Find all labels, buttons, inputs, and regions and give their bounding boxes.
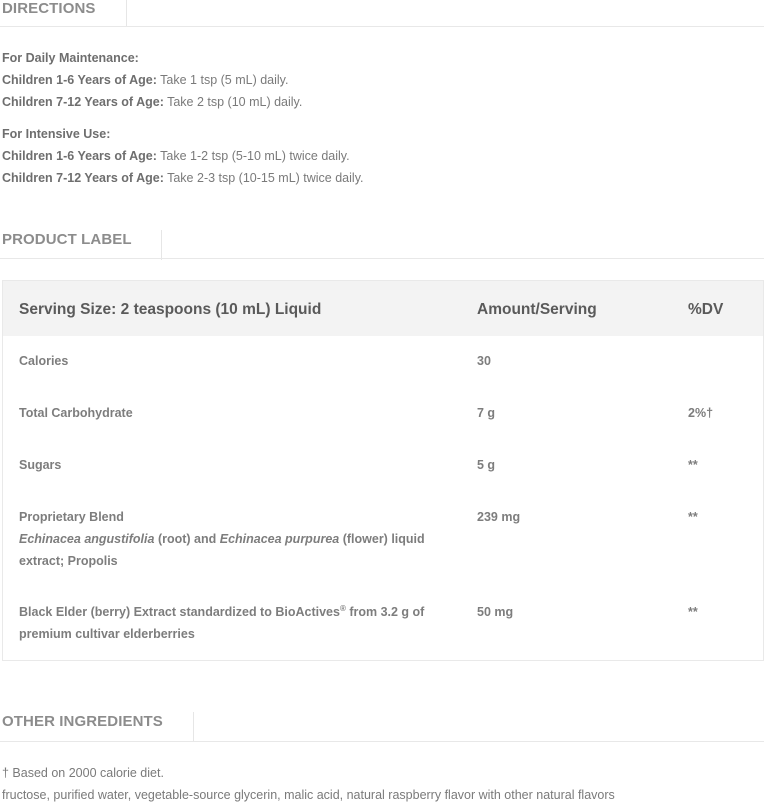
nutrient-amount: 50 mg xyxy=(477,605,514,619)
product-label-divider xyxy=(0,258,764,259)
other-ingredients-header xyxy=(0,712,768,744)
serving-size-header: Serving Size: 2 teaspoons (10 mL) Liquid xyxy=(19,301,322,318)
nutrient-amount: 239 mg xyxy=(477,510,521,524)
table-header-row xyxy=(3,281,763,336)
product-label-separator xyxy=(161,230,162,260)
nutrient-name: Calories xyxy=(19,354,69,368)
supplement-facts-table xyxy=(2,280,764,661)
nutrient-dv: ** xyxy=(688,458,698,472)
nutrient-name xyxy=(19,506,459,572)
dv-header: %DV xyxy=(688,301,724,318)
other-ingredients-divider xyxy=(0,741,764,742)
directions-separator xyxy=(126,0,127,26)
nutrient-dv: ** xyxy=(688,510,698,524)
directions-header xyxy=(0,0,768,30)
nutrient-amount: 5 g xyxy=(477,458,496,472)
directions-title: DIRECTIONS xyxy=(2,0,96,17)
ingredients-list: fructose, purified water, vegetable-source glycerin, malic acid, natural raspberry flavor with other natural flavors xyxy=(2,788,615,802)
nutrient-name: Sugars xyxy=(19,458,62,472)
daily-line-2: Children 7-12 Years of Age: Take 2 tsp (10 mL) daily. xyxy=(2,95,303,109)
blend-detail: Echinacea angustifolia (root) and Echinacea purpurea (flower) liquid extract; Propolis xyxy=(19,532,425,568)
nutrient-amount: 30 xyxy=(477,354,491,368)
nutrient-dv: 2%† xyxy=(688,406,714,420)
other-ingredients-title: OTHER INGREDIENTS xyxy=(2,713,163,730)
daily-line-1: Children 1-6 Years of Age: Take 1 tsp (5 mL) daily. xyxy=(2,73,289,87)
directions-divider xyxy=(0,26,764,27)
blend-name: Proprietary Blend xyxy=(19,510,124,524)
product-label-title: PRODUCT LABEL xyxy=(2,231,132,248)
intensive-line-2: Children 7-12 Years of Age: Take 2-3 tsp (10-15 mL) twice daily. xyxy=(2,171,364,185)
nutrient-name: Black Elder (berry) Extract standardized to BioActives® from 3.2 g of premium cultivar elderberries xyxy=(19,603,425,641)
nutrient-dv: ** xyxy=(688,605,698,619)
amount-header: Amount/Serving xyxy=(477,301,597,318)
calorie-footnote: † Based on 2000 calorie diet. xyxy=(2,766,164,780)
daily-heading: For Daily Maintenance: xyxy=(2,51,139,65)
nutrient-amount: 7 g xyxy=(477,406,496,420)
product-label-header xyxy=(0,230,768,262)
intensive-line-1: Children 1-6 Years of Age: Take 1-2 tsp (5-10 mL) twice daily. xyxy=(2,149,350,163)
other-ingredients-separator xyxy=(193,712,194,742)
intensive-heading: For Intensive Use: xyxy=(2,127,111,141)
nutrient-name: Total Carbohydrate xyxy=(19,406,133,420)
